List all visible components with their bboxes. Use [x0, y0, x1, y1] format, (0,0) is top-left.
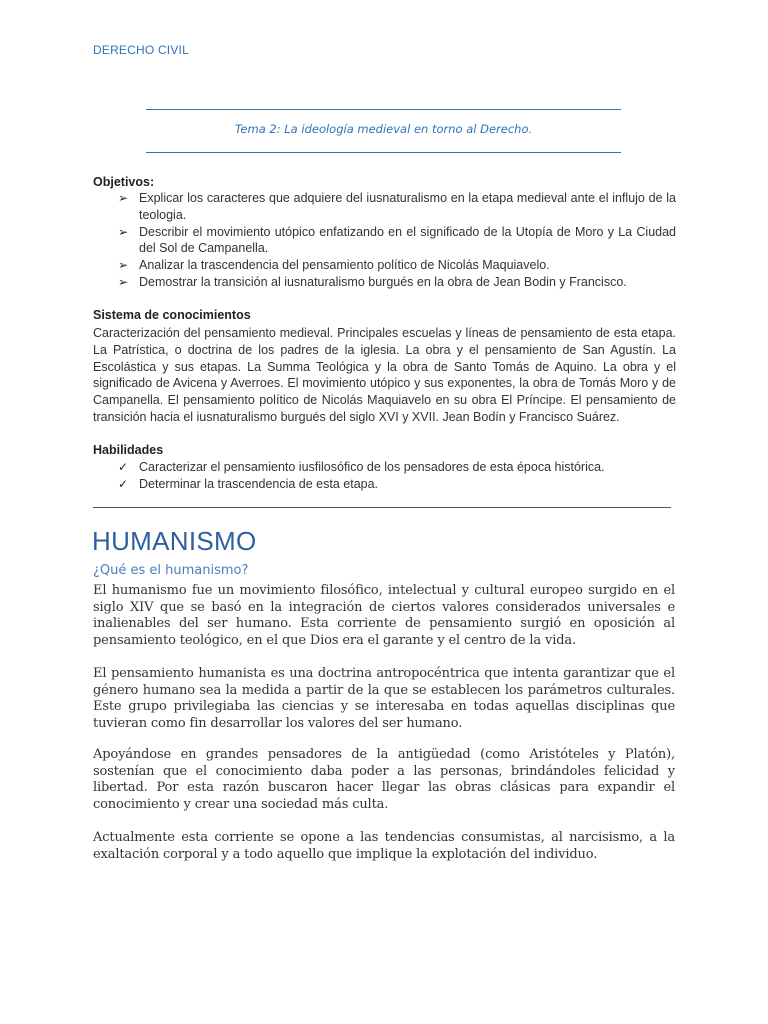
list-item: ➢ Analizar la trascendencia del pensamiento político de Nicolás Maquiavelo. [118, 258, 550, 273]
skills-heading: Habilidades [93, 443, 164, 457]
topic-bottom-rule [146, 152, 621, 153]
body-paragraph: Apoyándose en grandes pensadores de la antigüedad (como Aristóteles y Platón), sostenían que el conocimiento daba poder a las personas, brindándoles felicidad y libertad. Por esta razón buscaron hacer llegar las obras clásicas para expandir el conocimiento y crear una sociedad más culta. [93, 747, 675, 812]
top-rule [146, 109, 621, 110]
arrow-bullet-icon: ➢ [118, 224, 129, 239]
arrow-bullet-icon: ➢ [118, 274, 129, 289]
body-paragraph: Actualmente esta corriente se opone a las tendencias consumistas, al narcisismo, a la exaltación corporal y a todo aquello que implique la explotación del individuo. [93, 830, 675, 862]
running-header: DERECHO CIVIL [93, 43, 189, 57]
list-item: ✓ Caracterizar el pensamiento iusfilosófico de los pensadores de esta época histórica. [118, 460, 605, 474]
arrow-bullet-icon: ➢ [118, 191, 129, 205]
list-item: ➢ Demostrar la transición al iusnaturalismo burgués en la obra de Jean Bodin y Francisco. [118, 274, 627, 289]
objectives-list [118, 190, 676, 291]
humanism-title: HUMANISMO [92, 526, 257, 556]
topic-title: Tema 2: La ideología medieval en torno al Derecho. [234, 122, 533, 136]
knowledge-heading: Sistema de conocimientos [93, 308, 251, 322]
arrow-bullet-icon: ➢ [118, 258, 129, 273]
knowledge-paragraph: Caracterización del pensamiento medieval. Principales escuelas y líneas de pensamiento de esta etapa. La Patrística, o doctrina de los padres de la iglesia. La obra y el pensamiento de San Agustín. La Escolástica y sus etapas. La Summa Teológica y la obra de Santo Tomás de Aquino. La obra y el significado de Avicena y Averroes. El movimiento utópico y sus exponentes, la obra de Tomás Moro y de Campanella. El pensamiento político de Nicolás Maquiavelo en su obra El Príncipe. El pensamiento de transición hacia el iusnaturalismo burgués del siglo XVI y XVII. Jean Bodín y Francisco Suárez. [93, 326, 676, 424]
skills-list [118, 459, 676, 493]
list-item: ➢ Describir el movimiento utópico enfatizando en el significado de la Utopía de Moro y La Ciudad del Sol de Campanella. [118, 224, 676, 256]
checkmark-icon: ✓ [118, 476, 129, 491]
list-item: ➢ Explicar los caracteres que adquiere del iusnaturalismo en la etapa medieval ante el influjo de la teologia. [118, 191, 676, 222]
section-divider [93, 507, 671, 508]
checkmark-icon: ✓ [118, 460, 129, 474]
humanism-subtitle: ¿Qué es el humanismo? [93, 563, 249, 578]
objectives-heading: Objetivos: [93, 175, 155, 189]
list-item: ✓ Determinar la trascendencia de esta etapa. [118, 476, 379, 491]
body-paragraph: El humanismo fue un movimiento filosófico, intelectual y cultural europeo surgido en el siglo XIV que se basó en la integración de ciertos valores considerados universales e inalienables del ser humano. Esta corriente de pensamiento surgió en oposición al pensamiento teológico, en el que Dios era el garante y el centro de la vida. [93, 583, 675, 648]
body-paragraph: El pensamiento humanista es una doctrina antropocéntrica que intenta garantizar que el género humano sea la medida a partir de la que se establecen los parámetros culturales. Este grupo privilegiaba las ciencias y se interesaba en todas aquellas disciplinas que tuvieran como fin desarrollar los valores del ser humano. [93, 666, 675, 731]
